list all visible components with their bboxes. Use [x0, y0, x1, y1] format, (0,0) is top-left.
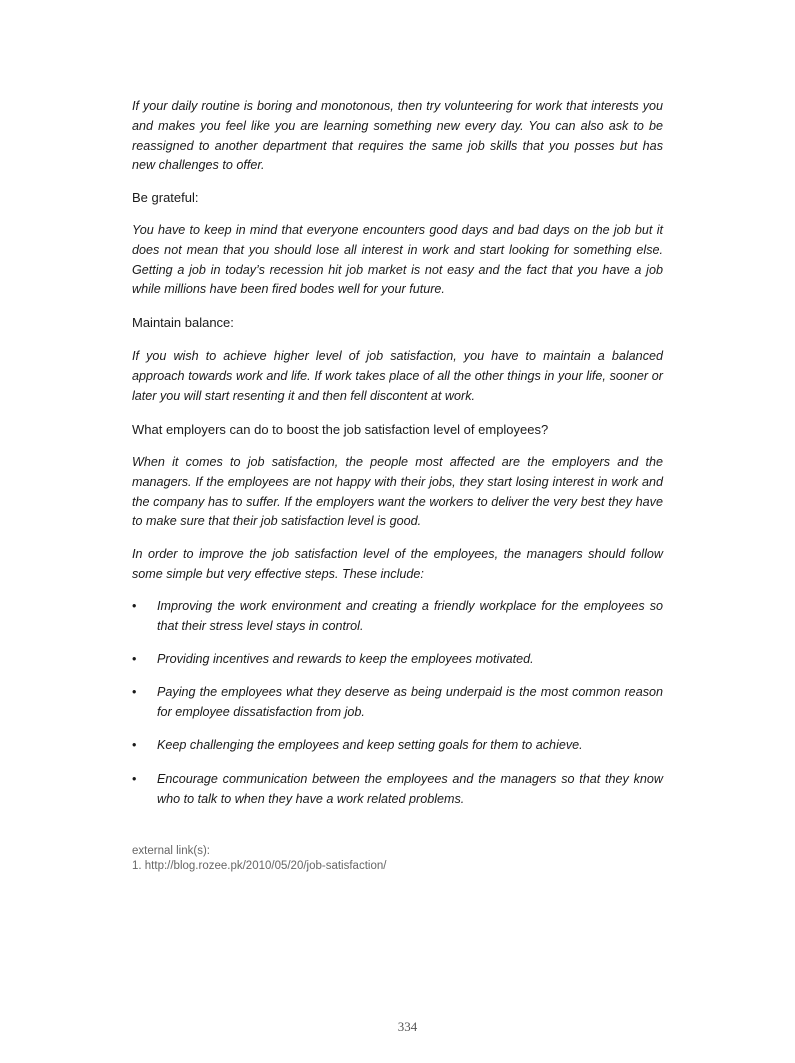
heading-employers: What employers can do to boost the job satisfaction level of employees?: [132, 422, 549, 437]
paragraph-routine: If your daily routine is boring and monotonous, then try volunteering for work that interests you and makes you feel like you are learning something new every day. You can also ask to be reassigned to another department that requires the same job skills that you posses but has new challenges to offer.: [132, 99, 663, 173]
external-link[interactable]: 1. http://blog.rozee.pk/2010/05/20/job-satisfaction/: [132, 860, 387, 872]
paragraph-grateful: You have to keep in mind that everyone encounters good days and bad days on the job but it does not mean that you should lose all interest in work and start looking for something else. Getting a job in today’s recession hit job market is not easy and the fact that you have a job while millions have been fired bodes well for your future.: [132, 223, 663, 297]
list-item: • Improving the work environment and creating a friendly workplace for the employees so that their stress level stays in control.: [132, 599, 663, 633]
bullet-icon: •: [132, 685, 137, 699]
heading-maintain-balance: Maintain balance:: [132, 315, 234, 330]
paragraph-employers: When it comes to job satisfaction, the people most affected are the employers and the managers. If the employees are not happy with their jobs, they start losing interest in work and the company has to suffer. If the employers want the workers to deliver the very best they have to make sure that their job satisfaction level is good.: [132, 455, 663, 529]
list-item: • Paying the employees what they deserve as being underpaid is the most common reason for employee dissatisfaction from job.: [132, 685, 663, 719]
bullet-icon: •: [132, 599, 137, 613]
page-number: 334: [397, 1019, 418, 1034]
paragraph-steps: In order to improve the job satisfaction level of the employees, the managers should follow some simple but very effective steps. These include:: [132, 547, 663, 581]
bullet-icon: •: [132, 772, 137, 786]
external-links-label: external link(s):: [132, 845, 210, 857]
bullet-icon: •: [132, 652, 137, 666]
heading-be-grateful: Be grateful:: [132, 190, 199, 205]
list-item: • Keep challenging the employees and keep setting goals for them to achieve.: [132, 736, 663, 756]
paragraph-balance: If you wish to achieve higher level of job satisfaction, you have to maintain a balanced approach towards work and life. If work takes place of all the other things in your life, sooner or later you will start resenting it and then fell discontent at work.: [132, 349, 663, 403]
bullet-icon: •: [132, 738, 137, 752]
list-item: • Providing incentives and rewards to keep the employees motivated.: [132, 650, 663, 670]
list-item: • Encourage communication between the employees and the managers so that they know who to talk to when they have a work related problems.: [132, 772, 663, 806]
